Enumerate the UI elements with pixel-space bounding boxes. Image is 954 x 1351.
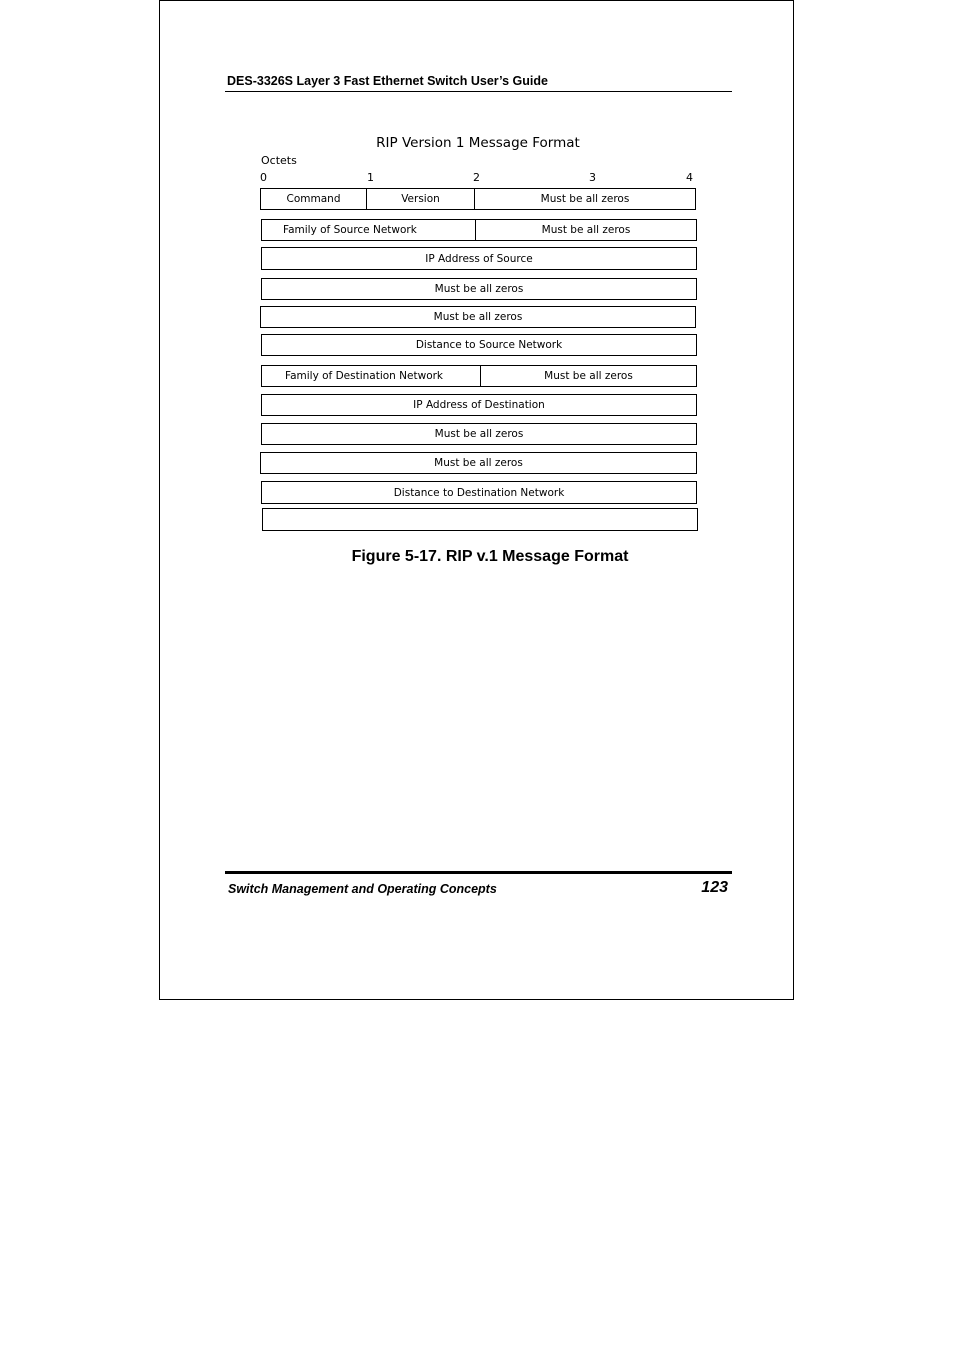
field-row-9 — [261, 423, 697, 445]
field-row-8 — [261, 394, 697, 416]
field-zeros: Must be all zeros — [434, 428, 524, 440]
field-family-destination: Family of Destination Network — [285, 370, 444, 382]
octet-tick-4: 4 — [686, 171, 693, 184]
octet-tick-0: 0 — [260, 171, 267, 184]
field-version: Version — [366, 189, 474, 209]
page-number: 123 — [701, 879, 728, 896]
field-row-6 — [261, 334, 697, 356]
field-row-3 — [261, 247, 697, 270]
field-zeros: Must be all zeros — [480, 366, 696, 386]
field-zeros: Must be all zeros — [434, 457, 523, 469]
field-family-source: Family of Source Network — [283, 224, 417, 236]
field-command: Command — [286, 193, 341, 205]
field-row-12 — [262, 508, 698, 531]
field-zeros: Must be all zeros — [434, 283, 524, 295]
field-distance-destination: Distance to Destination Network — [393, 486, 565, 499]
footer-rule — [225, 871, 732, 874]
field-row-1 — [260, 188, 696, 210]
field-zeros: Must be all zeros — [433, 311, 523, 323]
field-row-10 — [260, 452, 697, 474]
field-distance-source: Distance to Source Network — [415, 339, 563, 351]
field-zeros: Must be all zeros — [474, 189, 695, 209]
octet-tick-2: 2 — [473, 171, 480, 184]
running-header: DES-3326S Layer 3 Fast Ethernet Switch User’s Guide — [227, 74, 548, 88]
field-row-2 — [261, 219, 697, 241]
field-zeros: Must be all zeros — [475, 220, 696, 240]
octet-tick-1: 1 — [367, 171, 374, 184]
octet-tick-3: 3 — [589, 171, 596, 184]
field-ip-destination: IP Address of Destination — [413, 399, 545, 411]
octets-label: Octets — [261, 154, 297, 167]
footer-section-title: Switch Management and Operating Concepts — [228, 882, 497, 896]
field-row-7 — [261, 365, 697, 387]
figure-caption: Figure 5-17. RIP v.1 Message Format — [351, 548, 629, 565]
field-empty — [263, 509, 697, 530]
field-row-5 — [260, 306, 696, 328]
field-ip-source: IP Address of Source — [425, 252, 533, 265]
field-row-4 — [261, 278, 697, 300]
diagram-title: RIP Version 1 Message Format — [376, 135, 580, 151]
header-rule — [225, 91, 732, 92]
field-row-11 — [261, 481, 697, 504]
